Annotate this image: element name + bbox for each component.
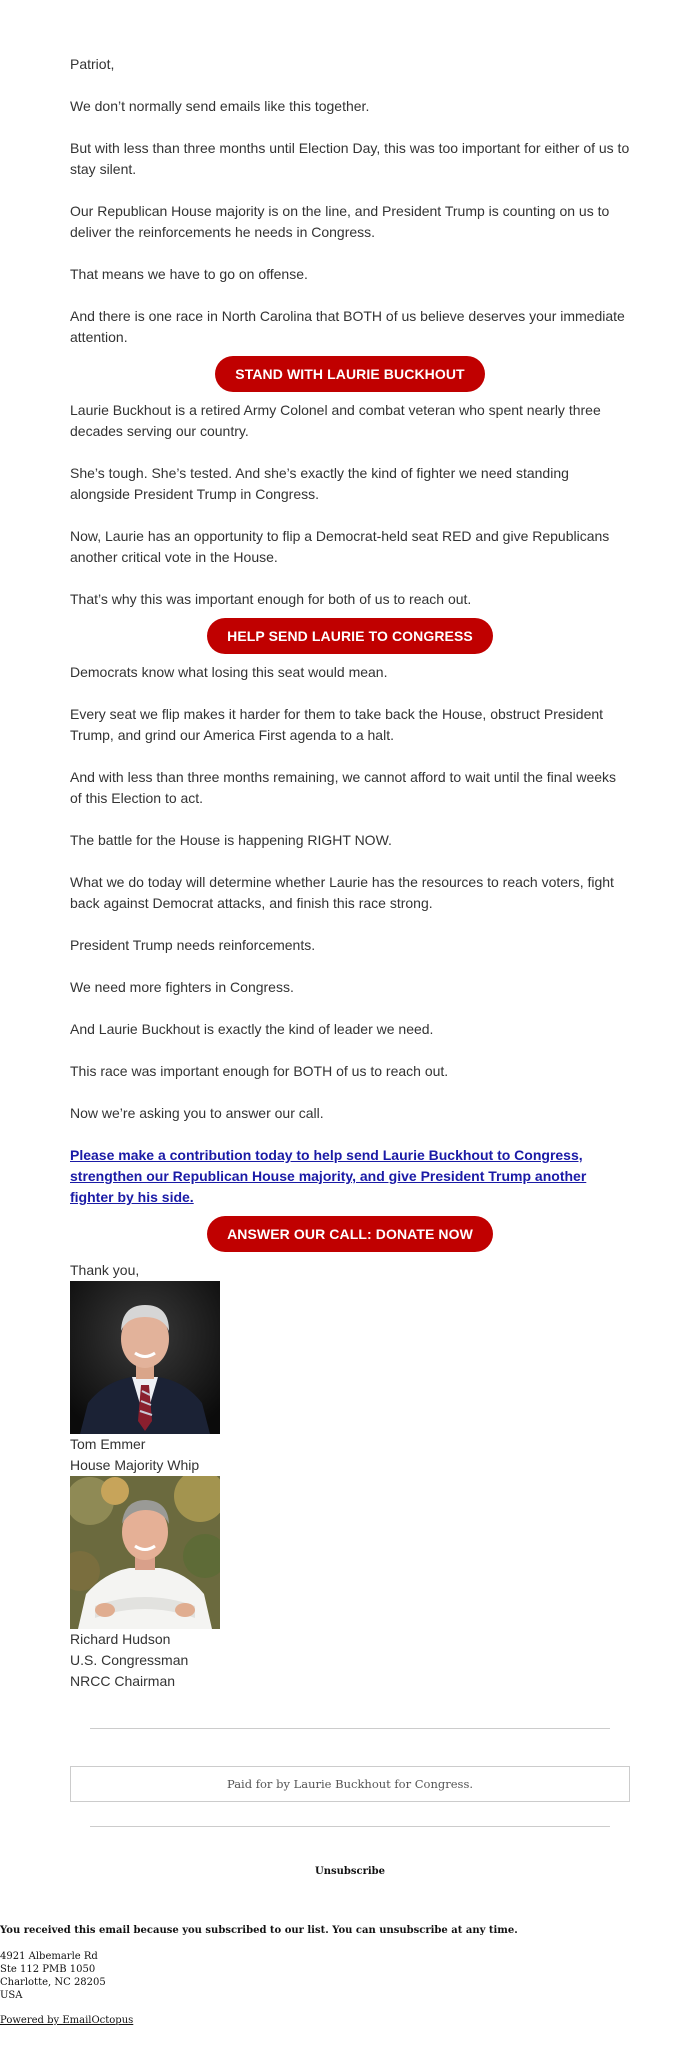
body-paragraph: The battle for the House is happening RIGHT NOW. (70, 832, 392, 848)
tom-emmer-photo (70, 1281, 220, 1434)
unsubscribe-link[interactable]: Unsubscribe (314, 1866, 386, 1877)
body-paragraph: Now we’re asking you to answer our call. (70, 1105, 324, 1121)
body-paragraph: Laurie Buckhout is a retired Army Colonel and combat veteran who spent nearly three decades serving our country. (70, 402, 601, 439)
button-container (70, 356, 630, 392)
body-paragraph: Now, Laurie has an opportunity to flip a Democrat-held seat RED and give Republicans another critical vote in the House. (70, 528, 610, 565)
donate-now-button[interactable]: ANSWER OUR CALL: DONATE NOW (207, 1216, 493, 1252)
body-paragraph: And Laurie Buckhout is exactly the kind of leader we need. (70, 1021, 434, 1037)
body-paragraph: We need more fighters in Congress. (70, 979, 294, 995)
body-paragraph: She’s tough. She’s tested. And she’s exactly the kind of fighter we need standing alongside President Trump in Congress. (70, 465, 569, 502)
signer-name: Richard Hudson (70, 1631, 171, 1647)
address-line: Ste 112 PMB 1050 (0, 1964, 96, 1975)
body-paragraph: Every seat we flip makes it harder for them to take back the House, obstruct President Trump, and grind our America First agenda to a halt. (70, 706, 604, 743)
unsubscribe-container (0, 1866, 700, 1877)
body-paragraph: President Trump needs reinforcements. (70, 937, 316, 953)
button-container (70, 618, 630, 654)
help-send-laurie-button[interactable]: HELP SEND LAURIE TO CONGRESS (207, 618, 493, 654)
body-paragraph: This race was important enough for BOTH of us to reach out. (70, 1063, 449, 1079)
address-line: USA (0, 1990, 23, 2001)
body-paragraph: Our Republican House majority is on the line, and President Trump is counting on us to deliver the reinforcements he needs in Congress. (70, 203, 610, 240)
greeting: Patriot, (70, 56, 115, 72)
divider (90, 1728, 610, 1729)
powered-by-link[interactable]: Powered by EmailOctopus (0, 2015, 134, 2026)
body-paragraph: Democrats know what losing this seat would mean. (70, 664, 388, 680)
body-paragraph: And there is one race in North Carolina that BOTH of us believe deserves your immediate attention. (70, 308, 625, 345)
stand-with-laurie-button[interactable]: STAND WITH LAURIE BUCKHOUT (215, 356, 484, 392)
divider (90, 1826, 610, 1827)
body-paragraph: What we do today will determine whether Laurie has the resources to reach voters, fight back against Democrat attacks, and finish this race strong. (70, 874, 614, 911)
body-paragraph: That means we have to go on offense. (70, 266, 308, 282)
signer-title: House Majority Whip (70, 1457, 200, 1473)
body-paragraph: We don’t normally send emails like this together. (70, 98, 370, 114)
signoff: Thank you, (70, 1262, 140, 1278)
richard-hudson-photo (70, 1476, 220, 1629)
body-paragraph: And with less than three months remaining, we cannot afford to wait until the final weeks of this Election to act. (70, 769, 617, 806)
body-paragraph: That’s why this was important enough for both of us to reach out. (70, 591, 472, 607)
email-body (70, 54, 630, 1692)
cta-paragraph (70, 1145, 630, 1208)
body-paragraph: But with less than three months until Election Day, this was too important for either of us to stay silent. (70, 140, 630, 177)
address-line: 4921 Albemarle Rd (0, 1951, 98, 1962)
button-container (70, 1216, 630, 1252)
mailing-address (0, 1950, 518, 2002)
signer-title: NRCC Chairman (70, 1673, 176, 1689)
signer-title: U.S. Congressman (70, 1652, 189, 1668)
address-line: Charlotte, NC 28205 (0, 1977, 106, 1988)
email-footer (0, 1924, 518, 2027)
contribution-link[interactable]: Please make a contribution today to help send Laurie Buckhout to Congress, strengthen our Republican House majority, and give President Trump another fighter by his side. (70, 1147, 587, 1205)
signer-name: Tom Emmer (70, 1436, 146, 1452)
paid-for-disclaimer: Paid for by Laurie Buckhout for Congress. (70, 1766, 630, 1802)
subscription-notice: You received this email because you subscribed to our list. You can unsubscribe at any time. (0, 1925, 518, 1936)
